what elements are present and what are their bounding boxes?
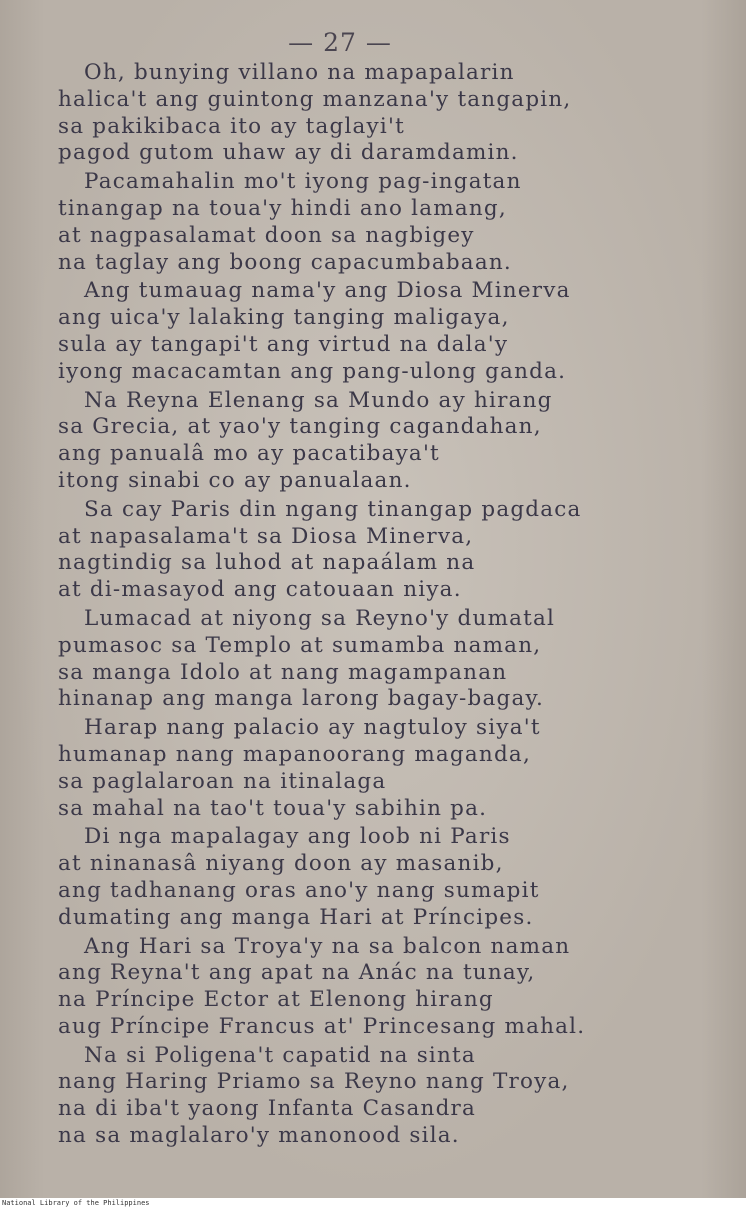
- verse-line: humanap nang mapanoorang maganda,: [58, 741, 531, 767]
- verse-line: pagod gutom uhaw ay di daramdamin.: [58, 140, 519, 166]
- verse-line: ang uica'y lalaking tanging maligaya,: [58, 305, 510, 331]
- verse-line: Na si Poligena't capatid na sinta: [84, 1042, 476, 1068]
- verse-line: at di-masayod ang catouaan niya.: [58, 577, 462, 603]
- verse-line: ang panualâ mo ay pacatibaya't: [58, 441, 440, 467]
- verse-line: Sa cay Paris din ngang tinangap pagdaca: [84, 496, 582, 522]
- verse-line: Oh, bunying villano na mapapalarin: [84, 60, 515, 85]
- verse-line: ang Reyna't ang apat na Anác na tunay,: [58, 960, 536, 986]
- verse-line: Na Reyna Elenang sa Mundo ay hirang: [84, 387, 553, 413]
- stanza: [58, 169, 658, 276]
- poem-text: [58, 60, 658, 1152]
- verse-line: at nagpasalamat doon sa nagbigey: [58, 222, 475, 248]
- verse-line: pumasoc sa Templo at sumamba naman,: [58, 632, 542, 658]
- verse-line: sa manga Idolo at nang magampanan: [58, 659, 508, 685]
- stanza: [58, 934, 658, 1041]
- stanza: [58, 388, 658, 495]
- verse-line: at ninanasâ niyang doon ay masanib,: [58, 851, 504, 877]
- verse-line: sa Grecia, at yao'y tanging cagandahan,: [58, 414, 542, 440]
- page-number: — 27 —: [288, 28, 392, 57]
- verse-line: tinangap na toua'y hindi ano lamang,: [58, 195, 507, 221]
- verse-line: Harap nang palacio ay nagtuloy siya't: [84, 715, 541, 741]
- stanza: [58, 824, 658, 931]
- verse-line: itong sinabi co ay panualaan.: [58, 467, 412, 493]
- verse-line: sa paglalaroan na itinalaga: [58, 768, 387, 794]
- verse-line: hinanap ang manga larong bagay-bagay.: [58, 686, 545, 712]
- stanza: [58, 606, 658, 713]
- verse-line: sula ay tangapi't ang virtud na dala'y: [58, 331, 509, 357]
- verse-line: aug Príncipe Francus at' Princesang mahal.: [58, 1013, 586, 1039]
- verse-line: sa pakikibaca ito ay taglayi't: [58, 113, 405, 139]
- verse-line: sa mahal na tao't toua'y sabihin pa.: [58, 795, 488, 821]
- stanza: [58, 497, 658, 604]
- verse-line: Pacamahalin mo't iyong pag-ingatan: [84, 169, 522, 195]
- verse-line: Lumacad at niyong sa Reyno'y dumatal: [84, 605, 556, 631]
- verse-line: Ang tumauag nama'y ang Diosa Minerva: [84, 278, 571, 304]
- verse-line: halica't ang guintong manzana'y tangapin,: [58, 86, 572, 112]
- verse-line: Di nga mapalagay ang loob ni Paris: [84, 824, 511, 850]
- footer-credit: National Library of the Philippines: [2, 1199, 150, 1207]
- verse-line: iyong macacamtan ang pang-ulong ganda.: [58, 358, 567, 384]
- stanza: [58, 1043, 658, 1150]
- verse-line: na di iba't yaong Infanta Casandra: [58, 1096, 477, 1122]
- verse-line: na Príncipe Ector at Elenong hirang: [58, 987, 494, 1013]
- stanza: [58, 278, 658, 385]
- verse-line: nang Haring Priamo sa Reyno nang Troya,: [58, 1069, 570, 1095]
- verse-line: at napasalama't sa Diosa Minerva,: [58, 523, 474, 549]
- stanza: [58, 60, 658, 167]
- verse-line: ang tadhanang oras ano'y nang sumapit: [58, 877, 540, 903]
- stanza: [58, 715, 658, 822]
- verse-line: Ang Hari sa Troya'y na sa balcon naman: [84, 933, 571, 959]
- verse-line: dumating ang manga Hari at Príncipes.: [58, 904, 534, 930]
- verse-line: na sa maglalaro'y manonood sila.: [58, 1123, 460, 1149]
- verse-line: nagtindig sa luhod at napaálam na: [58, 550, 476, 576]
- verse-line: na taglay ang boong capacumbabaan.: [58, 249, 512, 275]
